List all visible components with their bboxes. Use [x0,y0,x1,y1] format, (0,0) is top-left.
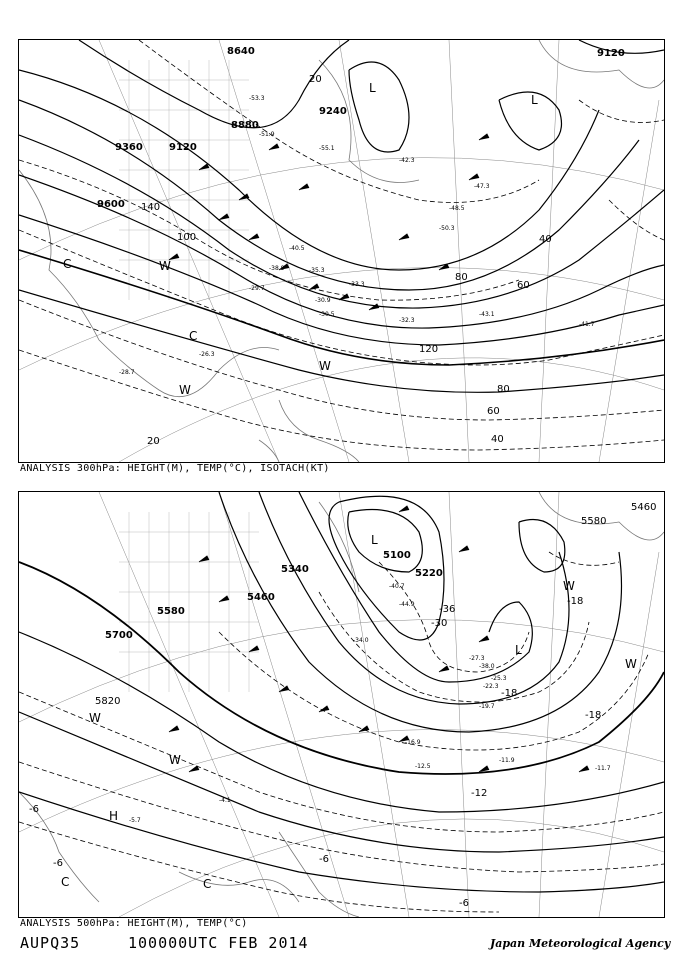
valid-time: 100000UTC FEB 2014 [128,934,309,952]
warm-symbol: W [159,259,171,273]
low-pressure-symbol: L [515,643,522,657]
station-value: -25.3 [491,675,507,682]
caption-300hpa: ANALYSIS 300hPa: HEIGHT(M), TEMP(°C), ISOTACH(KT) [20,463,330,474]
temp-label: -18 [567,596,584,607]
temp-label: -6 [319,854,329,865]
isotach-label: 20 [309,74,322,85]
isotach-label: 20 [147,436,160,447]
temp-value: -30.9 [315,297,331,304]
height-label: 9240 [319,106,347,117]
cold-symbol: C [61,875,70,889]
height-label: 5460 [631,502,657,513]
station-value: -19.7 [479,703,495,710]
temp-value: -50.3 [439,225,455,232]
temp-value: -38.9 [269,265,285,272]
isotach-label: 60 [517,280,530,291]
height-label: 9120 [597,48,625,59]
temp-label: -6 [29,804,39,815]
height-label: 5580 [157,606,185,617]
isotach-label: 140 [141,202,161,213]
temp-label: -12 [471,788,488,799]
height-contours [19,40,664,392]
map-500hpa-svg [19,492,664,917]
temp-value: -51.9 [259,131,275,138]
height-label: 9600 [97,199,125,210]
isotach-contours [19,40,664,450]
isotach-label: 60 [487,406,500,417]
isotach-label: 80 [455,272,468,283]
station-value: -40.7 [389,583,405,590]
isotach-label: 40 [539,234,552,245]
height-label: 9120 [169,142,197,153]
temp-label: -18 [585,710,602,721]
temp-label: -6 [459,898,469,909]
station-value: -11.9 [499,757,515,764]
lat-lon-grid [19,40,664,462]
isotach-label: 120 [419,344,439,355]
temp-value: -32.3 [399,317,415,324]
warm-symbol: W [319,359,331,373]
isotach-label: 40 [491,434,504,445]
station-value: -38.0 [479,663,495,670]
warm-symbol: W [169,753,181,767]
low-pressure-symbol: L [531,93,538,107]
isotach-label: 80 [497,384,510,395]
station-value: -11.7 [595,765,611,772]
wind-barbs [169,134,489,310]
temp-label: -30 [431,618,448,629]
map-300hpa-svg [19,40,664,462]
height-label: 8640 [227,46,255,57]
height-label: 5220 [415,568,443,579]
cold-symbol: C [63,257,72,271]
temp-value: -30.5 [319,311,335,318]
temp-value: -26.3 [199,351,215,358]
cold-symbol: C [203,877,212,891]
temp-value: -28.7 [119,369,135,376]
caption-500hpa: ANALYSIS 500hPa: HEIGHT(M), TEMP(°C) [20,918,248,929]
isotach-label: 100 [177,232,197,243]
station-value: -12.5 [415,763,431,770]
height-label: 5580 [581,516,607,527]
temp-value: -48.5 [449,205,465,212]
temp-value: -42.3 [399,157,415,164]
cold-symbol: C [189,329,198,343]
coastline [19,40,664,462]
temp-value: -53.3 [249,95,265,102]
height-label: 5100 [383,550,411,561]
height-label: 5820 [95,696,121,707]
warm-symbol: W [89,711,101,725]
map-panel-300hpa [18,39,665,463]
temp-value: -29.7 [249,285,265,292]
temp-value: -41.7 [579,321,595,328]
low-pressure-symbol: L [369,81,376,95]
temp-value: -40.5 [289,245,305,252]
wind-barbs [169,506,589,772]
height-label: 5340 [281,564,309,575]
station-value: -34.0 [353,637,369,644]
temp-value: -33.3 [349,281,365,288]
station-value: -44.9 [399,601,415,608]
temp-value: -43.1 [479,311,495,318]
warm-symbol: W [563,579,575,593]
station-value: -4.1 [219,797,231,804]
product-id: AUPQ35 [20,934,81,952]
station-value: -22.3 [483,683,499,690]
height-label: 5700 [105,630,133,641]
map-panel-500hpa [18,491,665,918]
station-value: -5.7 [129,817,141,824]
height-label: 9360 [115,142,143,153]
temp-label: -18 [501,688,518,699]
height-label: 8880 [231,120,259,131]
station-value: -27.3 [469,655,485,662]
low-pressure-symbol: L [371,533,378,547]
agency-name: Japan Meteorological Agency [490,937,671,950]
high-pressure-symbol: H [109,809,119,823]
height-label: 5460 [247,592,275,603]
temp-label: -36 [439,604,456,615]
warm-symbol: W [179,383,191,397]
temp-value: -47.3 [474,183,490,190]
observation-grid [119,512,259,692]
temp-label: -6 [53,858,63,869]
temp-value: -35.3 [309,267,325,274]
station-value: -16.9 [405,739,421,746]
temp-value: -55.1 [319,145,335,152]
warm-symbol: W [625,657,637,671]
observation-grid [119,60,249,300]
